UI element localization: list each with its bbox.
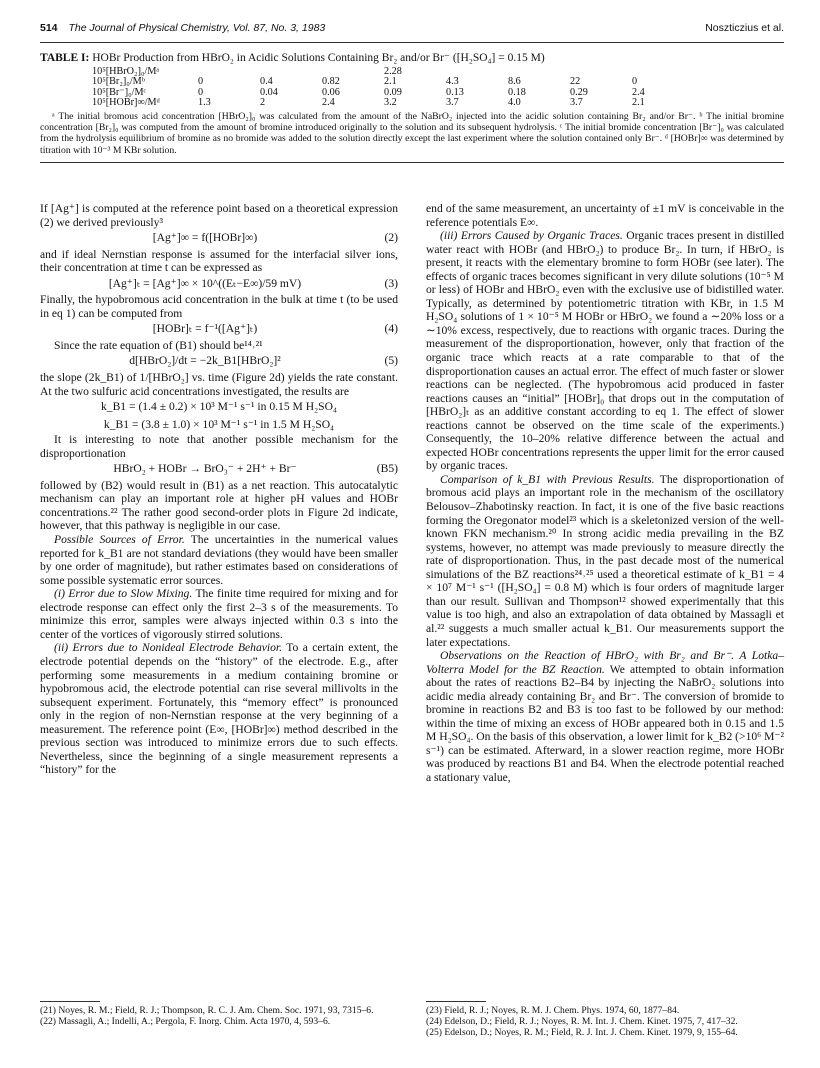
section-heading: Observations on the Reaction of HBrO₂ with Br₂ and Br⁻. A Lotka–Volterra Model for the BZ Reaction. <box>426 649 784 676</box>
table-cell: 0.06 <box>322 86 340 98</box>
section-heading: (ii) Errors due to Nonideal Electrode Behavior. <box>54 641 283 655</box>
paragraph: and if ideal Nernstian response is assumed for the interfacial silver ions, their concentration at time t can be expressed as <box>40 247 398 275</box>
reference-item: (22) Massagli, A.; Indelli, A.; Pergola, F. Inorg. Chim. Acta 1970, 4, 593–6. <box>40 1016 331 1028</box>
table-footnote: ᵃ The initial bromous acid concentration [HBrO₂]₀ was calculated from the amount of the NaBrO₂ injected into the acidic solution containing Br₂ and/or Br⁻. ᵇ The initial bromine concentration [Br₂]₀ was computed from the amount of bromine introduced originally to the solution and its subsequent hydrolysis. ᶜ The initial bromide concentration [Br⁻]₀ was calculated from the hydrolysis equilibrium of bromine as no bromide was added to the solution directly except the last experiment where the solution contained only Br⁻. ᵈ [HOBr]∞ was determined by titration with 10⁻³ M KBr solution. <box>40 110 784 156</box>
section-heading: Comparison of k_B1 with Previous Results. <box>440 472 655 486</box>
table-cell: 0.29 <box>570 86 588 98</box>
table-cell: 3.2 <box>384 97 397 109</box>
table-cell: 2.4 <box>322 97 335 109</box>
header-rule <box>40 42 784 43</box>
paragraph-text: The disproportionation of bromous acid plays an important role in the mechanism of the oscillatory Belousov–Zhabotinsky reaction. In fact, it is one of the five basic reactions forming the Oregonator model²³ which is a skeletonized version of the well-known FKN mechanism.²⁰ In strong acidic media prevailing in the BZ systems, however, no attempt was made previously to measure directly the rate of disproportionation. Thus, in the past decade most of the numerical simulations of the BZ reactions²⁴˒²⁵ used a theoretical estimate of k_B1 = 4 × 10⁷ M⁻¹ s⁻¹ ([H₂SO₄] = 0.8 M) which is four orders of magnitude larger than our result. Sullivan and Thompson¹² showed experimentally that this value is too high, and also an extrapolation of data obtained by Massagli et al.²² suggests a much smaller actual k_B1. Our measurements support the later expectations. <box>426 472 785 649</box>
table-cell: 0.18 <box>508 86 526 98</box>
table-cell: 4.0 <box>508 97 521 109</box>
table-cell: 22 <box>570 76 581 88</box>
row-header: 10⁵[Br⁻]₀/Mᶜ <box>92 86 147 98</box>
page-number: 514 <box>40 22 58 34</box>
journal-name: The Journal of Physical Chemistry, Vol. 87, No. 3, 1983 <box>68 22 326 34</box>
paragraph <box>426 649 784 784</box>
running-head <box>40 22 784 38</box>
equation-text: [Ag⁺]ₜ = [Ag⁺]∞ × 10^((Eₜ−E∞)/59 mV) <box>108 276 302 290</box>
table-label: TABLE I: <box>40 52 90 64</box>
data-table <box>92 67 694 109</box>
table-cell: 0.09 <box>384 86 402 98</box>
reference-item: (21) Noyes, R. M.; Field, R. J.; Thompson, R. C. J. Am. Chem. Soc. 1971, 93, 7315–6. <box>40 1005 374 1016</box>
section-heading: (iii) Errors Caused by Organic Traces. <box>440 229 623 243</box>
table-cell: 3.7 <box>446 97 459 109</box>
table-cell: 0.82 <box>322 76 340 88</box>
reference-item: (23) Field, R. J.; Noyes, R. M. J. Chem. Phys. 1974, 60, 1877–84. <box>426 1005 680 1016</box>
table-rule <box>40 162 784 163</box>
page-header-region <box>40 22 784 163</box>
references <box>40 1001 784 1039</box>
equation-text: [HOBr]ₜ = f⁻¹([Ag⁺]ₜ) <box>152 322 258 336</box>
paragraph: If [Ag⁺] is computed at the reference point based on a theoretical expression (2) we derived previously³ <box>40 202 398 229</box>
right-column <box>426 202 784 982</box>
left-column <box>40 202 398 982</box>
reference-item: (24) Edelson, D.; Field, R. J.; Noyes, R. M. Int. J. Chem. Kinet. 1975, 7, 417–32. <box>426 1016 738 1028</box>
paragraph <box>40 587 398 641</box>
reference-item: (25) Edelson, D.; Noyes, R. M.; Field, R. J. Int. J. Chem. Kinet. 1979, 9, 155–64. <box>426 1027 738 1039</box>
paragraph <box>426 473 784 649</box>
paragraph: followed by (B2) would result in (B1) as a net reaction. This autocatalytic mechanism can play an important role at higher pH values and HOBr concentrations.²² The rather good second-order plots in Figure 2d indicate, however, that this pathway is negligible in our case. <box>40 478 398 533</box>
row-header: 10⁵[HOBr]∞/Mᵈ <box>92 97 160 109</box>
paragraph: end of the same measurement, an uncertainty of ±1 mV is conceivable in the reference potentials E∞. <box>426 202 784 229</box>
table-cell: 2.1 <box>384 76 397 88</box>
table-cell: 0.13 <box>446 86 464 98</box>
paragraph: Since the rate equation of (B1) should be¹⁴˒²¹ <box>54 338 263 352</box>
equation-text: HBrO₂ + HOBr → BrO₃⁻ + 2H⁺ + Br⁻ <box>113 462 297 476</box>
equation-number: (3) <box>384 276 398 290</box>
table-cell: 2.1 <box>632 97 645 109</box>
equation-number: (B5) <box>376 462 398 476</box>
table-cell: 0.04 <box>260 86 278 98</box>
paragraph <box>40 533 398 587</box>
equation-3 <box>40 275 398 294</box>
paragraph-text: The finite time required for mixing and for electrode response can effect only the first 2–3 s of the measurements. To minimize this error, samples were always injected within 0.3 s into the center of the vortices of vigorously stirred solutions. <box>40 587 398 641</box>
paragraph-text: To a certain extent, the electrode potential depends on the “history” of the electrode. E.g., after performing some measurements in a medium containing bromine or hypobromous acid, the electrode potential can rise several millivolts in the subsequent experiment. Fortunately, this “memory effect” is pronounced only in the region of non-Nernstian response at the very beginning of a measurement. The reference point (E∞, [HOBr]∞) method described in the previous section was introduced to minimize errors due to such effects. Nevertheless, since the beginning of a single measurement represents a “history” for the <box>40 641 398 777</box>
table-cell: 3.7 <box>570 97 583 109</box>
equation-text: d[HBrO₂]/dt = −2k_B1[HBrO₂]² <box>129 354 281 368</box>
table-cell: 2.4 <box>632 86 645 98</box>
references-left <box>40 1001 398 1039</box>
section-heading: Possible Sources of Error. <box>54 533 185 547</box>
table-cell: 2.28 <box>384 66 402 77</box>
table-cell: 0 <box>632 76 638 88</box>
table-title <box>40 50 784 64</box>
body-columns <box>40 202 784 982</box>
equation-number: (5) <box>384 354 398 368</box>
paragraph: Finally, the hypobromous acid concentration in the bulk at time t (to be used in eq 1) can be computed from <box>40 293 398 320</box>
section-heading: (i) Error due to Slow Mixing. <box>54 587 193 601</box>
table-cell <box>632 67 694 77</box>
table-cell: 1.3 <box>198 97 211 109</box>
equation-2 <box>40 229 398 248</box>
equation-4 <box>40 320 398 339</box>
row-header: 10⁵[HBrO₂]₀/Mᵃ <box>92 66 160 77</box>
equation-5 <box>40 352 398 371</box>
table-cell: 0 <box>198 76 204 88</box>
author-running-head: Noszticzius et al. <box>705 22 784 34</box>
table-cell: 0 <box>198 86 204 98</box>
paragraph-text: We attempted to obtain information about the rates of reactions B2–B4 by injecting the NaBrO₂ solutions into acidic media already containing Br₂ and Br⁻. The conversion of bromide to bromine in reactions B2 and B3 is too fast to be followed by our method: within the time of mixing an excess of HOBr appeared both in 0.15 and 1.5 M H₂SO₄. On the basis of this observation, a lower limit for k_B2 (>10⁶ M⁻² s⁻¹) can be estimated. Afterward, in a slower reaction regime, more HOBr was produced by reactions B1 and B4. When the electrode potential reached a stationary value, <box>426 662 785 784</box>
paragraph <box>40 641 398 776</box>
row-header: 10⁵[Br₂]₀/Mᵇ <box>92 76 145 88</box>
table-cell: 0.4 <box>260 76 273 88</box>
equation-number: (4) <box>384 322 398 336</box>
reference-rule <box>426 1001 486 1002</box>
result-2: k_B1 = (3.8 ± 1.0) × 10³ M⁻¹ s⁻¹ in 1.5 M H₂SO₄ <box>103 417 335 431</box>
paragraph-text: The uncertainties in the numerical values reported for k_B1 are not standard deviations (they would have been smaller by one order of magnitude), but rather estimates based on considerations of some possible systematic error sources. <box>40 533 398 587</box>
reference-rule <box>40 1001 100 1002</box>
table-cell: 4.3 <box>446 76 459 88</box>
paragraph: the slope (2k_B1) of 1/[HBrO₂] vs. time (Figure 2d) yields the rate constant. At the two sulfuric acid concentrations investigated, the results are <box>40 371 398 398</box>
paragraph: It is interesting to note that another possible mechanism for the disproportionation <box>40 433 398 460</box>
table-row <box>92 98 694 108</box>
equation-b5 <box>40 460 398 479</box>
paragraph <box>426 229 784 473</box>
equation-number: (2) <box>384 231 398 245</box>
references-right <box>426 1001 784 1039</box>
table-cell: 8.6 <box>508 76 521 88</box>
table-cell: 2 <box>260 97 266 109</box>
journal-citation <box>40 22 325 34</box>
table-cell <box>198 67 260 77</box>
paragraph-text: Organic traces present in distilled water react with HOBr (and HBrO₂) to produce Br₂. In turn, if HBrO₂ is present, it reacts with the elementary bromine to form HOBr (see later). The effects of organic traces becomes significant in very dilute solutions (10⁻⁵ M or less) of HOBr and HBrO₂ even with the exclusive use of bidistilled water. Typically, as determined by potentiometric titration with KBr, in 1.5 M H₂SO₄ solutions of 1 × 10⁻⁵ M HOBr or HBrO₂ we found a ∼20% loss or a ∼10% excess, respectively, due to reactions with organic traces. During the measurement of the disproportionation, however, only that fraction of the organic trace which reacts at a rate comparable to that of the disproportionation causes an actual error. The effect of much faster or slower reactions can be neglected. (The hypobromous acid produced in faster reactions causes an “initial” [HOBr]₀ that drops out in the computation of [HBrO₂]ₜ as an additive constant according to eq 1. The effect of slower reactions cannot be observed on the time scale of the experiments.) Consequently, the 10–20% relative difference between the actual and expected HOBr concentrations represents the upper limit for the error caused by organic traces. <box>426 229 784 473</box>
equation-text: [Ag⁺]∞ = f([HOBr]∞) <box>152 231 258 245</box>
table-caption: HOBr Production from HBrO₂ in Acidic Solutions Containing Br₂ and/or Br⁻ ([H₂SO₄] = 0.15 M) <box>92 52 545 64</box>
result-1: k_B1 = (1.4 ± 0.2) × 10³ M⁻¹ s⁻¹ in 0.15 M H₂SO₄ <box>100 400 338 414</box>
